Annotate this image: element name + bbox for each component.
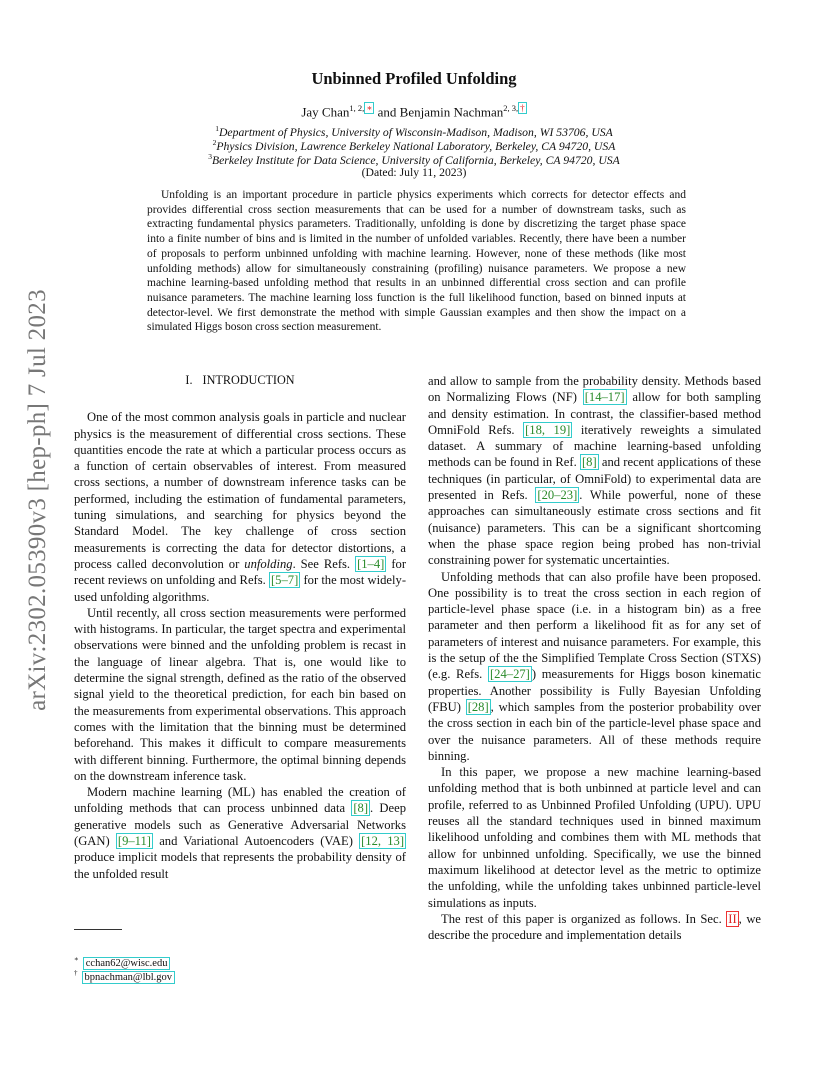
intro-paragraph-3-cont: and allow to sample from the probability density. Methods based on Normalizing Flows (NF) [14–17] allow for both sampling and density estimation. In contrast, the classifier-based method OmniFold Refs. [18, 19] iteratively reweights a simulated dataset. A summary of machine learning-based unfolding methods can be found in Ref. [8] and recent applications of these techniques (in particular, of OmniFold) to experimental data are presented in Refs. [20–23] . While powerful, none of these approaches can simultaneously estimate cross sections and fit (nuisance) parameters. This can be a significant shortcoming when the phase space region being probed has non-trivial constraining power for systematic uncertainties.: [428, 374, 761, 568]
section-heading-introduction: [74, 372, 406, 388]
citation-link[interactable]: [28]: [467, 699, 489, 714]
affiliation-3: [0, 152, 828, 167]
citation-link[interactable]: [9–11]: [117, 834, 151, 849]
author-1-footnote-link[interactable]: ∗: [366, 103, 373, 113]
author-2-footnote-link[interactable]: †: [520, 103, 525, 113]
email-link-2[interactable]: bpnachman@lbl.gov: [82, 971, 176, 984]
author-and: and: [377, 104, 397, 120]
column-left: [74, 372, 406, 882]
affiliation-3-num: 3: [208, 152, 212, 161]
author-line: [0, 103, 828, 120]
footnote-1-mark: ∗: [74, 955, 79, 963]
citation-link[interactable]: [12, 13]: [361, 834, 405, 849]
footnote-2-mark: †: [74, 969, 78, 977]
citation-link[interactable]: [18, 19]: [525, 422, 571, 437]
intro-paragraph-6: The rest of this paper is organized as follows. In Sec. II , we describe the procedure and implementation details: [428, 911, 761, 943]
section-ref-link[interactable]: II: [728, 911, 737, 926]
citation-link[interactable]: [8]: [353, 801, 369, 816]
paper-title: Unbinned Profiled Unfolding: [311, 69, 517, 88]
intro-paragraph-2: Until recently, all cross section measurements were performed with histograms. In particular, the target spectra and experimental observations were binned and the unfolding problem is recast in the language of linear algebra. That is, one would like to determine the signal strength, defined as the ratio of the observed signal yield to the theoretical prediction, for each bin based on the measurements from experimental observations. This approach comes with the limitation that the binning must be determined beforehand. This makes it difficult to compare measurements with different binning. Furthermore, the optimal binning depends on the downstream inference task.: [74, 605, 406, 783]
citation-link[interactable]: [5–7]: [270, 573, 299, 588]
author-2-affil: 2, 3,: [503, 103, 519, 113]
affiliation-1-text: Department of Physics, University of Wisconsin-Madison, Madison, WI 53706, USA: [218, 125, 613, 139]
arxiv-stamp: [18, 289, 58, 711]
footnote-rule: [74, 929, 122, 930]
arxiv-stamp-text: arXiv:2302.05390v3 [hep-ph] 7 Jul 2023: [24, 289, 51, 711]
affiliation-1-num: 1: [215, 124, 219, 133]
affiliation-3-text: Berkeley Institute for Data Science, University of California, Berkeley, CA 94720, USA: [211, 153, 620, 167]
citation-link[interactable]: [20–23]: [537, 488, 578, 503]
emphasis-unfolding: unfolding: [244, 556, 293, 571]
author-1-name: Jay Chan: [301, 104, 350, 120]
affiliation-2-num: 2: [212, 138, 217, 147]
section-title: INTRODUCTION: [202, 373, 295, 387]
citation-link[interactable]: [1–4]: [357, 556, 385, 571]
citation-link[interactable]: [14–17]: [584, 390, 625, 405]
intro-paragraph-3: Modern machine learning (ML) has enabled the creation of unfolding methods that can process unbinned data [8] . Deep generative models such as Generative Adversarial Networks (GAN) [9–11] and Variational Autoencoders (VAE) [12, 13] produce implicit models that represents the probability density of the unfolded result: [74, 785, 406, 881]
abstract: Unfolding is an important procedure in particle physics experiments which corrects for detector effects and provides differential cross section measurements that can be used for a number of downstream tasks, such as extracting fundamental physics parameters. Traditionally, unfolding is done by discretizing the target phase space into a finite number of bins and is limited in the number of unfolded variables. Recently, there have been a number of proposals to perform unbinned unfolding with machine learning. However, none of these methods (like most unfolding methods) allow for simultaneously constraining (profiling) nuisance parameters. We propose a new machine learning-based unfolding method that results in an unbinned differential cross section and can profile nuisance parameters. The machine learning loss function is the full likelihood function, based on binned inputs at detector-level. We first demonstrate the method with simple Gaussian examples and then show the impact on a simulated Higgs boson cross section measurement.: [147, 189, 686, 334]
affiliation-1: [0, 124, 828, 139]
intro-paragraph-5: In this paper, we propose a new machine learning-based unfolding method that is both unbinned at particle level and can profile, referred to as Unbinned Profiled Unfolding (UPU). UPU reuses all the standard techniques used in binned maximum likelihood unfolding and combines them with ML methods that allow for unbinned unfolding. Specifically, we use the binned maximum likelihood at detector level as the metric to optimize the unfolding, while the unfolding takes unbinned particle-level simulations as inputs.: [428, 765, 761, 910]
intro-paragraph-4: Unfolding methods that can also profile have been proposed. One possibility is to treat the cross section in each region of particle-level phase space (i.e. in a histogram bin) as a free parameter and then perform a likelihood fit as for any set of parameters of interest and nuisance parameters. For example, this is the setup of the the Simplified Template Cross Section (STXS) (e.g. Refs. [24–27] ) measurements for Higgs boson kinematic properties. Another possibility is Fully Bayesian Unfolding (FBU) [28] , which samples from the posterior probability over the cross section in each bin of the particle-level phase space and over the nuisance parameters. All of these methods require binning.: [428, 569, 761, 763]
author-1-affil: 1, 2,: [349, 103, 365, 113]
affiliation-2: [0, 138, 828, 153]
affiliation-2-text: Physics Division, Lawrence Berkeley National Laboratory, Berkeley, CA 94720, USA: [216, 139, 616, 153]
footnote-2: [74, 966, 175, 985]
dated-line: (Dated: July 11, 2023): [361, 166, 467, 179]
author-2-name: Benjamin Nachman: [399, 104, 504, 120]
email-link-1[interactable]: cchan62@wisc.edu: [83, 957, 171, 970]
citation-link[interactable]: [8]: [581, 455, 597, 470]
citation-link[interactable]: [24–27]: [489, 667, 530, 682]
column-right: [428, 373, 761, 943]
section-number: I.: [185, 373, 193, 387]
intro-paragraph-1: One of the most common analysis goals in particle and nuclear physics is the measurement of differential cross sections. These quantities encode the rate at which a particular process occurs as a function of certain observables of interest. From measured cross sections, a number of downstream inference tasks can be performed, including the estimation of fundamental parameters, tuning simulations, and searching for physics beyond the Standard Model. The key challenge of cross section measurements is correcting the data for detector distortions, a process called deconvolution or unfolding. See Refs. [1–4] for recent reviews on unfolding and Refs. [5–7] for the most widely-used unfolding algorithms.: [74, 410, 407, 604]
